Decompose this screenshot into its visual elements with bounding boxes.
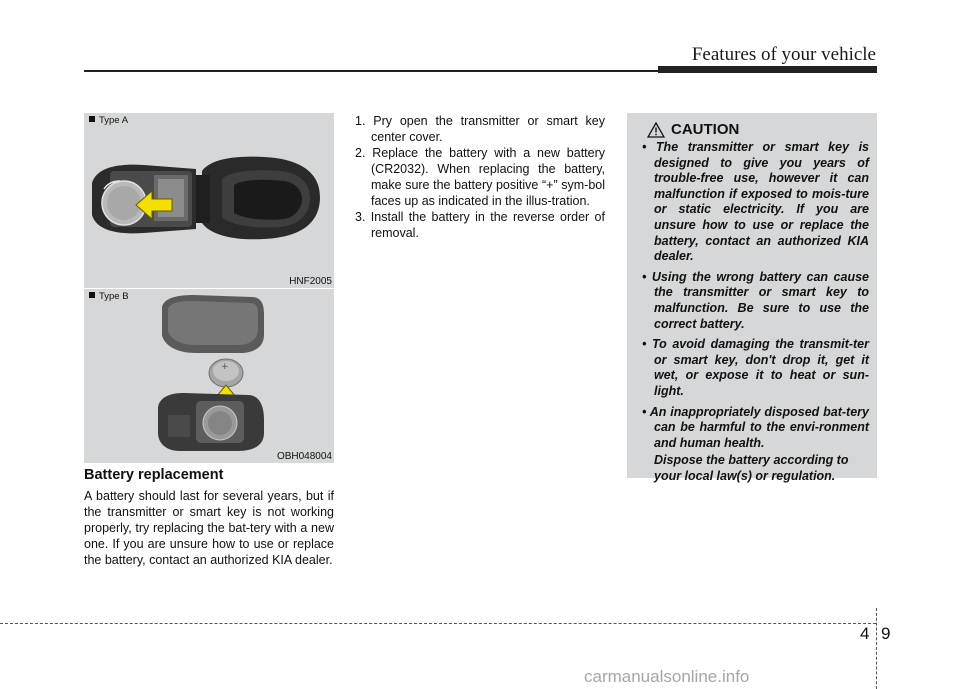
square-bullet-icon bbox=[89, 116, 95, 122]
step-item: 3. Install the battery in the reverse order of removal. bbox=[355, 210, 605, 240]
caution-header bbox=[647, 121, 869, 138]
caution-title: CAUTION bbox=[671, 121, 740, 138]
figure-code-type-a: HNF2005 bbox=[289, 276, 332, 287]
chapter-number: 4 bbox=[860, 624, 870, 643]
step-item: 2. Replace the battery with a new battery (CR2032). When replacing the battery, make sure the battery positive “+” sym-bol faces up as indicated in the illus-tration. bbox=[355, 146, 605, 208]
header-rule bbox=[84, 70, 658, 72]
figure-label-text: Type A bbox=[99, 115, 129, 126]
caution-list bbox=[635, 140, 869, 451]
square-bullet-icon bbox=[89, 292, 95, 298]
caution-item: • To avoid damaging the transmit-ter or smart key, don't drop it, get it wet, or expose it to heat or sun-light. bbox=[642, 337, 869, 398]
caution-item: • An inappropriately disposed bat-tery can be harmful to the envi-ronment and human health. bbox=[642, 404, 869, 450]
footer-divider bbox=[0, 623, 876, 624]
caution-item: • The transmitter or smart key is designed to give you years of trouble-free use, however it can malfunction if exposed to mois-ture or static electricity. If you are unsure how to use or replace the battery, contact an authorized KIA dealer. bbox=[642, 140, 869, 264]
step-item: 1. Pry open the transmitter or smart key center cover. bbox=[355, 114, 605, 144]
figure-label-type-a bbox=[89, 115, 128, 126]
figure-label-text: Type B bbox=[99, 291, 129, 302]
step-list bbox=[355, 113, 605, 241]
page-number: 9 bbox=[881, 624, 891, 643]
caution-disposal-note: Dispose the battery according to your local law(s) or regulation. bbox=[654, 453, 849, 483]
key-fob-open-illustration bbox=[84, 113, 334, 288]
figure-type-b bbox=[84, 289, 334, 463]
warning-triangle-icon bbox=[647, 122, 665, 138]
caution-item: • Using the wrong battery can cause the transmitter or smart key to malfunction. Be sure to use the correct battery. bbox=[642, 269, 869, 331]
figure-label-type-b bbox=[89, 291, 129, 302]
svg-text:+: + bbox=[221, 362, 229, 372]
footer-page-divider bbox=[876, 608, 877, 689]
watermark: carmanualsonline.info bbox=[584, 667, 750, 686]
smart-key-battery-illustration bbox=[84, 289, 334, 463]
section-title: Battery replacement bbox=[84, 467, 224, 483]
header-rule-accent bbox=[658, 66, 877, 73]
header-title: Features of your vehicle bbox=[691, 44, 876, 65]
figure-code-type-b: OBH048004 bbox=[276, 451, 332, 462]
caution-box bbox=[627, 113, 877, 483]
section-body: A battery should last for several years, but if the transmitter or smart key is not working properly, try replacing the bat-tery with a new one. If you are unsure how to use or replace the battery, contact an authorized KIA dealer. bbox=[84, 489, 334, 567]
figure-type-a bbox=[84, 113, 334, 288]
